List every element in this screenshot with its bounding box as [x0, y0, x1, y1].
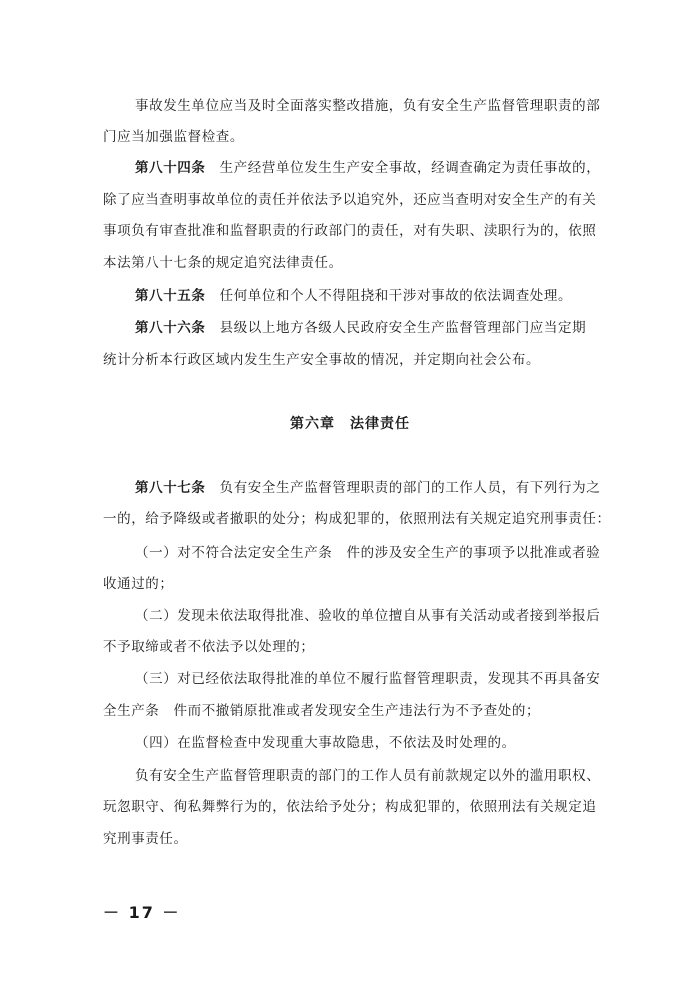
paragraph-line: 负有安全生产监督管理职责的部门的工作人员有前款规定以外的滥用职权、	[135, 768, 601, 784]
paragraph-line: 一的，给予降级或者撤职的处分；构成犯罪的，依照刑法有关规定追究刑事责任：	[103, 511, 611, 527]
list-item-3: （三）对已经依法取得批准的单位不履行监督管理职责，发现其不再具备安	[135, 671, 601, 687]
paragraph-line: 除了应当查明事故单位的责任并依法予以追究外，还应当查明对安全生产的有关	[103, 192, 597, 208]
article-87-line	[135, 478, 600, 498]
paragraph-line: 玩忽职守、徇私舞弊行为的，依法给予处分；构成犯罪的，依照刑法有关规定追	[103, 799, 597, 815]
paragraph-line: 不予取缔或者不依法予以处理的；	[103, 639, 315, 655]
paragraph-line: 收通过的；	[103, 576, 174, 592]
article-number: 第八十七条	[135, 480, 206, 496]
article-number: 第八十六条	[135, 320, 206, 336]
article-86-line	[135, 318, 586, 338]
article-84-line	[135, 158, 600, 178]
list-item-4: （四）在监督检查中发现重大事故隐患，不依法及时处理的。	[135, 735, 516, 751]
article-text: 负有安全生产监督管理职责的部门的工作人员，有下列行为之	[219, 480, 601, 496]
paragraph-line: 统计分析本行政区域内发生生产安全事故的情况，并定期向社会公布。	[103, 352, 541, 368]
paragraph-line: 本法第八十七条的规定追究法律责任。	[103, 255, 343, 271]
article-number: 第八十五条	[135, 288, 206, 304]
article-text: 县级以上地方各级人民政府安全生产监督管理部门应当定期	[219, 320, 587, 336]
article-text: 任何单位和个人不得阻挠和干涉对事故的依法调查处理。	[219, 288, 573, 304]
chapter-title: 第六章 法律责任	[290, 416, 410, 432]
paragraph-line: 究刑事责任。	[103, 831, 188, 847]
article-text: 生产经营单位发生生产安全事故，经调查确定为责任事故的，	[219, 160, 601, 176]
page-number: － 17 －	[103, 903, 181, 922]
list-item-2: （二）发现未依法取得批准、验收的单位擅自从事有关活动或者接到举报后	[135, 608, 601, 624]
paragraph-line: 门应当加强监督检查。	[103, 129, 244, 145]
paragraph-line: 事故发生单位应当及时全面落实整改措施，负有安全生产监督管理职责的部	[135, 98, 601, 114]
paragraph-line: 事项负有审查批准和监督职责的行政部门的责任，对有失职、渎职行为的，依照	[103, 223, 597, 239]
paragraph-line: 全生产条 件而不撤销原批准或者发现安全生产违法行为不予查处的；	[103, 703, 541, 719]
article-85-line	[135, 286, 572, 306]
article-number: 第八十四条	[135, 160, 206, 176]
list-item-1: （一）对不符合法定安全生产条 件的涉及安全生产的事项予以批准或者验	[135, 545, 601, 561]
